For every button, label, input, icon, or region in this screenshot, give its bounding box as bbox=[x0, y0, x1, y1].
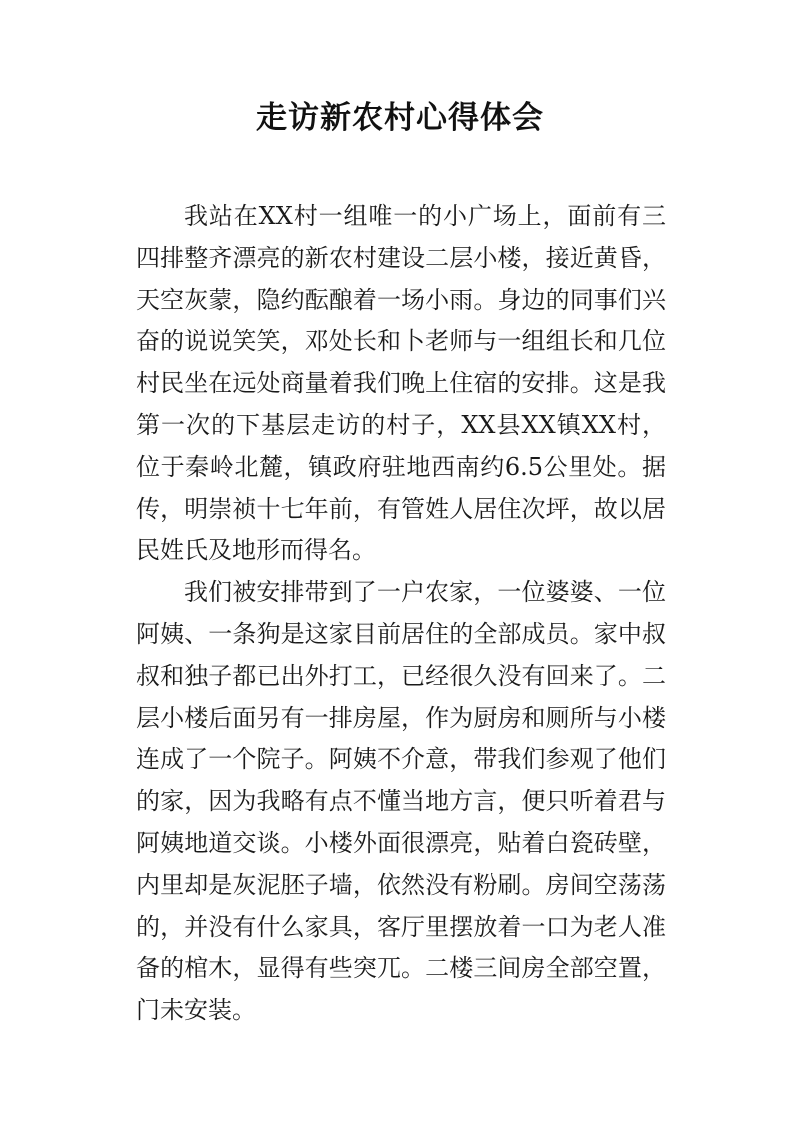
document-title: 走访新农村心得体会 bbox=[256, 100, 544, 136]
paragraph-1: 我站在XX村一组唯一的小广场上，面前有三四排整齐漂亮的新农村建设二层小楼，接近黄昏，天空灰蒙，隐约酝酿着一场小雨。身边的同事们兴奋的说说笑笑，邓处长和卜老师与一组组长和几位村民坐在远处商量着我们晚上住宿的安排。这是我第一次的下基层走访的村子，XX县XX镇XX村，位于秦岭北麓，镇政府驻地西南约6.5公里处。据传，明崇祯十七年前，有管姓人居住次坪，故以居民姓氏及地形而得名。 bbox=[136, 202, 666, 565]
document-body bbox=[136, 196, 666, 1032]
paragraph-2: 我们被安排带到了一户农家，一位婆婆、一位阿姨、一条狗是这家目前居住的全部成员。家中叔叔和独子都已出外打工，已经很久没有回来了。二层小楼后面另有一排房屋，作为厨房和厕所与小楼连成了一个院子。阿姨不介意，带我们参观了他们的家，因为我略有点不懂当地方言，便只听着君与阿姨地道交谈。小楼外面很漂亮，贴着白瓷砖壁，内里却是灰泥胚子墙，依然没有粉刷。房间空荡荡的，并没有什么家具，客厅里摆放着一口为老人准备的棺木，显得有些突兀。二楼三间房全部空置，门未安装。 bbox=[136, 578, 666, 1025]
